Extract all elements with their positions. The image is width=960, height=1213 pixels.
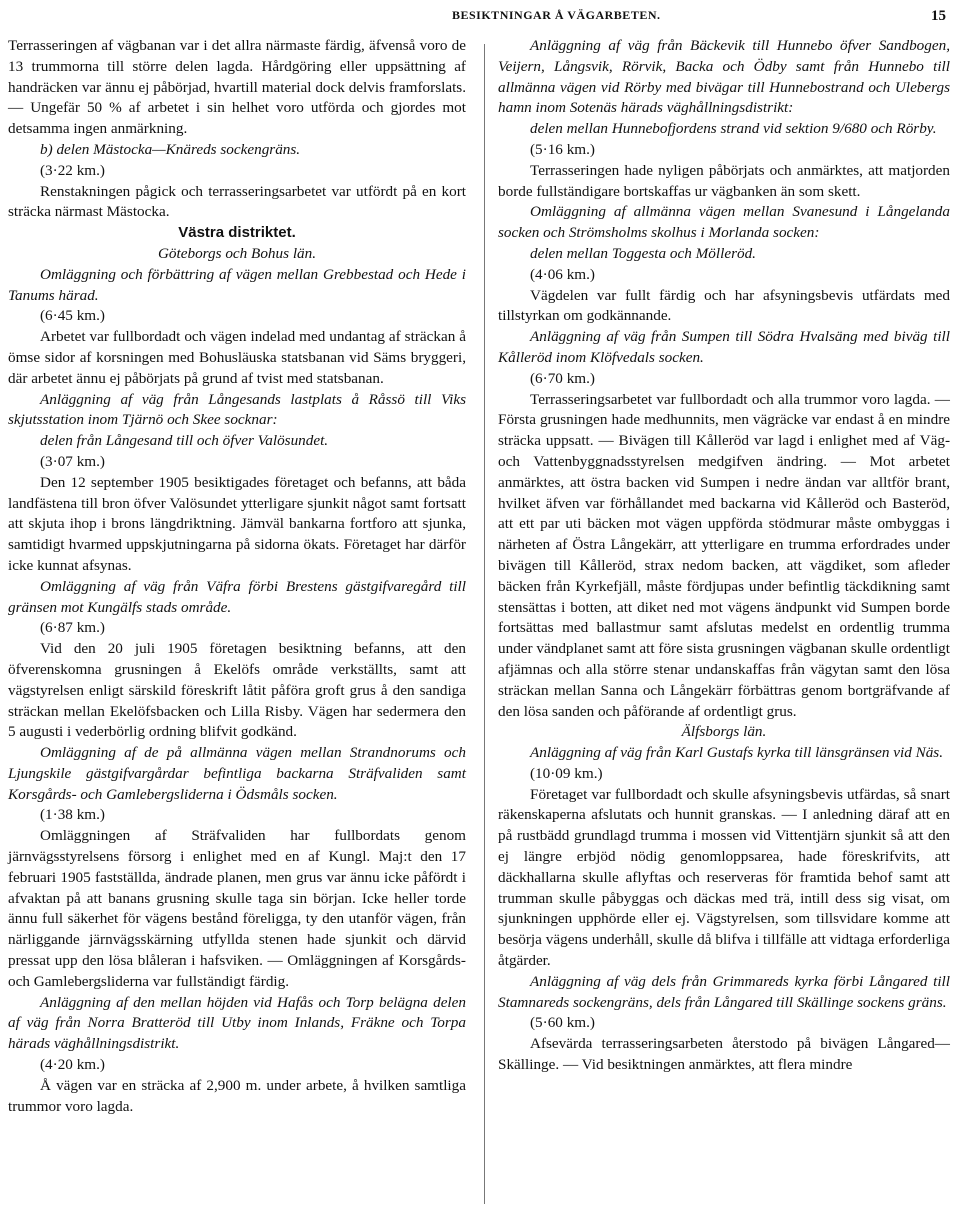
body-paragraph: Å vägen var en sträcka af 2,900 m. under arbete, å hvilken samtliga trummor voro lagda. [8, 1076, 466, 1115]
project-title: Anläggning af väg dels från Grimmareds kyrka förbi Långared till Stamnareds sockengräns, dels från Långared till Skällinge sockens gräns. [498, 972, 950, 1011]
section-heading: Västra distriktet. [178, 224, 296, 242]
project-title: Omläggning af de på allmänna vägen mellan Strandnorums och Ljungskile gästgifvargårdar befintliga backarna Sträfvaliden samt Korsgårds- och Gamlebergsliderna i Ödsmåls socken. [8, 744, 466, 803]
right-column [498, 36, 950, 1076]
length-note: (4·20 km.) [40, 1056, 105, 1074]
project-title: Anläggning af väg från Långesands lastplats å Råssö till Viks skjutsstation inom Tjärnö och Skee socknar: [8, 390, 466, 429]
body-paragraph: Vid den 20 juli 1905 företagen besiktning befanns, att den öfverenskomna grusningen å Ekelöfs område verkställts, samt att vägstyrelsen enligt särskild föreskrift låtit påföra groft grus å den sandiga sträckan mellan Ekelöfsbacken och Lilla Risby. Vägen har sedermera den 5 augusti i vederbörlig ordning blifvit godkänd. [8, 640, 466, 741]
body-paragraph: Arbetet var fullbordadt och vägen indelad med undantag af sträckan å ömse sidor af korsningen med Bohusläuska statsbanan vid Säms bryggeri, där arbetet ännu ej påbörjats på grund af tvist med statsbanan. [8, 328, 466, 387]
project-title: Anläggning af väg från Sumpen till Södra Hvalsäng med biväg till Kålleröd inom Klöfvedals socken. [498, 328, 950, 366]
body-paragraph: Omläggningen af Sträfvaliden har fullbordats genom järnvägsstyrelsens försorg i enlighet med en af Kungl. Maj:t den 17 februari 1905 fastställda, ändrade planen, men grus var ännu icke påfördt i afvaktan på att banans grusning skulle taga sin början. Icke heller torde ännu full säkerhet för vägens bestånd föreligga, ty den utanför vägen, från närliggande järnvägsskärning utfyllda stenen hade sjunkit och därvid pressat upp den lösa blåleran i hafsviken. — Omläggningen af Korsgårds- och Gamlebergsliderna var fullständigt färdig. [8, 827, 466, 990]
left-column [8, 36, 466, 1117]
running-head: BESIKTNINGAR Å VÄGARBETEN. [452, 8, 661, 22]
body-paragraph: Företaget var fullbordadt och skulle afsyningsbevis utfärdas, så snart räkenskaperna afslutats och hunnit granskas. — I anledning däraf att en på rustbädd grundlagd trumma i mossen vid Vittentjärn sjunkit så att den ej längre erbjöd nödig genomloppsarea, hade föreskrifvits, att däckhallarna skulle aflyftas och reserveras för framtida behof samt att trumman skulle påbyggas och däckas med trä, intill dess sig visat, om sjunkningen upphörde eller ej. Vägstyrelsen, som tillsvidare komme att besörja vägens underhåll, skulle då blifva i tillfälle att vidtaga erforderliga åtgärder. [498, 785, 950, 970]
body-paragraph: Vägdelen var fullt färdig och har afsyningsbevis utfärdats med tillstyrkan om godkännande. [498, 286, 950, 325]
project-title: Omläggning af allmänna vägen mellan Svanesund i Långelanda socken och Strömsholms skolhus i Morlanda socken: [498, 203, 950, 242]
project-title: Anläggning af väg från Karl Gustafs kyrka till länsgränsen vid Näs. [530, 744, 944, 762]
county-heading: Älfsborgs län. [681, 723, 767, 741]
page-header [0, 8, 960, 28]
project-subtitle: delen mellan Hunnebofjordens strand vid sektion 9/680 och Rörby. [530, 120, 937, 138]
length-note: (5·16 km.) [530, 140, 595, 158]
body-paragraph: Terrasseringen hade nyligen påbörjats och anmärktes, att matjorden borde fullständigare bortskaffas ur vägbanken än som skett. [498, 161, 950, 200]
length-note: (5·60 km.) [530, 1014, 595, 1032]
length-note: (3·22 km.) [40, 161, 105, 179]
project-title: Omläggning af väg från Väfra förbi Brestens gästgifvaregård till gränsen mot Kungälfs stads område. [8, 577, 466, 616]
length-note: (10·09 km.) [530, 764, 603, 782]
length-note: (3·07 km.) [40, 452, 105, 470]
project-subtitle: delen mellan Toggesta och Mölleröd. [530, 244, 756, 262]
project-subtitle: b) delen Mästocka—Knäreds sockengräns. [40, 140, 301, 158]
body-paragraph: Renstakningen pågick och terrasseringsarbetet var utfördt på en kort sträcka närmast Mästocka. [8, 182, 466, 221]
project-title: Anläggning af väg från Bäckevik till Hunnebo öfver Sandbogen, Veijern, Långsvik, Rörvik, Backa och Ödby samt från Hunnebo till allmänna vägen vid Rörby med bivägar till Hunnebostrand och Ulebergs hamn inom Sotenäs härads väghållningsdistrikt: [498, 37, 950, 117]
county-heading: Göteborgs och Bohus län. [157, 244, 317, 262]
project-title: Omläggning och förbättring af vägen mellan Grebbestad och Hede i Tanums härad. [8, 265, 466, 304]
body-paragraph: Terrasseringen af vägbanan var i det allra närmaste färdig, äfvenså voro de 13 trummorna till större delen lagda. Hårdgöring eller uppsättning af handräcken var ännu ej påbörjad, hvartill material dock delvis framforslats. — Ungefär 50 % af arbetet i sin helhet voro utförda och gjordes mot detsamma ingen anmärkning. [8, 37, 466, 138]
length-note: (6·45 km.) [40, 307, 105, 325]
length-note: (6·70 km.) [530, 369, 595, 387]
body-paragraph: Den 12 september 1905 besiktigades företaget och befanns, att båda landfästena till bron öfver Valösundet ytterligare sjunkit något samt fortsatt att skjuta ihop i brons längdriktning. Jämväl bankarna fortforo att sjunka, samtidigt hvarmed uppskjutningarna på sidorna ökats. Företaget har därför icke kunnat afsynas. [8, 473, 466, 574]
project-subtitle: delen från Långesand till och öfver Valösundet. [40, 432, 329, 450]
page-number: 15 [931, 8, 946, 24]
body-paragraph: Terrasseringsarbetet var fullbordadt och alla trummor voro lagda. — Första grusningen hade medhunnits, men vägräcke var endast å en mindre sträcka uppsatt. — Bivägen till Kålleröd var lagd i enlighet med af Väg- och Vattenbyggnadsstyrelsen medgifven ändring. — Mot arbetet anmärktes, att östra backen vid Sumpen i nedre ändan var alltför brant, hvilket äfven var förhållandet med backarna vid Kålleröd och Basteröd, att ett par uti bäcken mot vägen uppförda stödmurar måste ombyggas i närheten af Östra Långekärr, att ytterligare en trumma erfordrades under bivägen till Kålleröd, strax nedom backen, att vägdiket, som afleder bäcken från Kyrkefjäll, måste fördjupas under befintlig täckdikning samt stensättas i botten, att diket ned mot vägens ändpunkt vid Sumpen borde fortsättas med ballastmur samt afslutas medelst en ordentlig trumma under vändplanet samt att före sista grusningen vägbanan skulle ordentligt afjämnas och alla större stenar undanskaffas från vägytan samt den lösa sträckan mellan Sanna och Långekärr förbättras genom bortgräfvande af den lösa sanden och påförande af ordentligt grus. [498, 390, 950, 720]
project-title: Anläggning af den mellan höjden vid Hafås och Torp belägna delen af väg från Norra Bratteröd till Utby inom Inlands, Fräkne och Torpa härads väghållningsdistrikt. [8, 993, 466, 1053]
column-divider [484, 44, 485, 1204]
body-paragraph: Afsevärda terrasseringsarbeten återstodo på bivägen Långared—Skällinge. — Vid besiktningen anmärktes, att flera mindre [498, 1035, 950, 1074]
length-note: (4·06 km.) [530, 265, 595, 283]
length-note: (6·87 km.) [40, 619, 105, 637]
length-note: (1·38 km.) [40, 806, 105, 824]
